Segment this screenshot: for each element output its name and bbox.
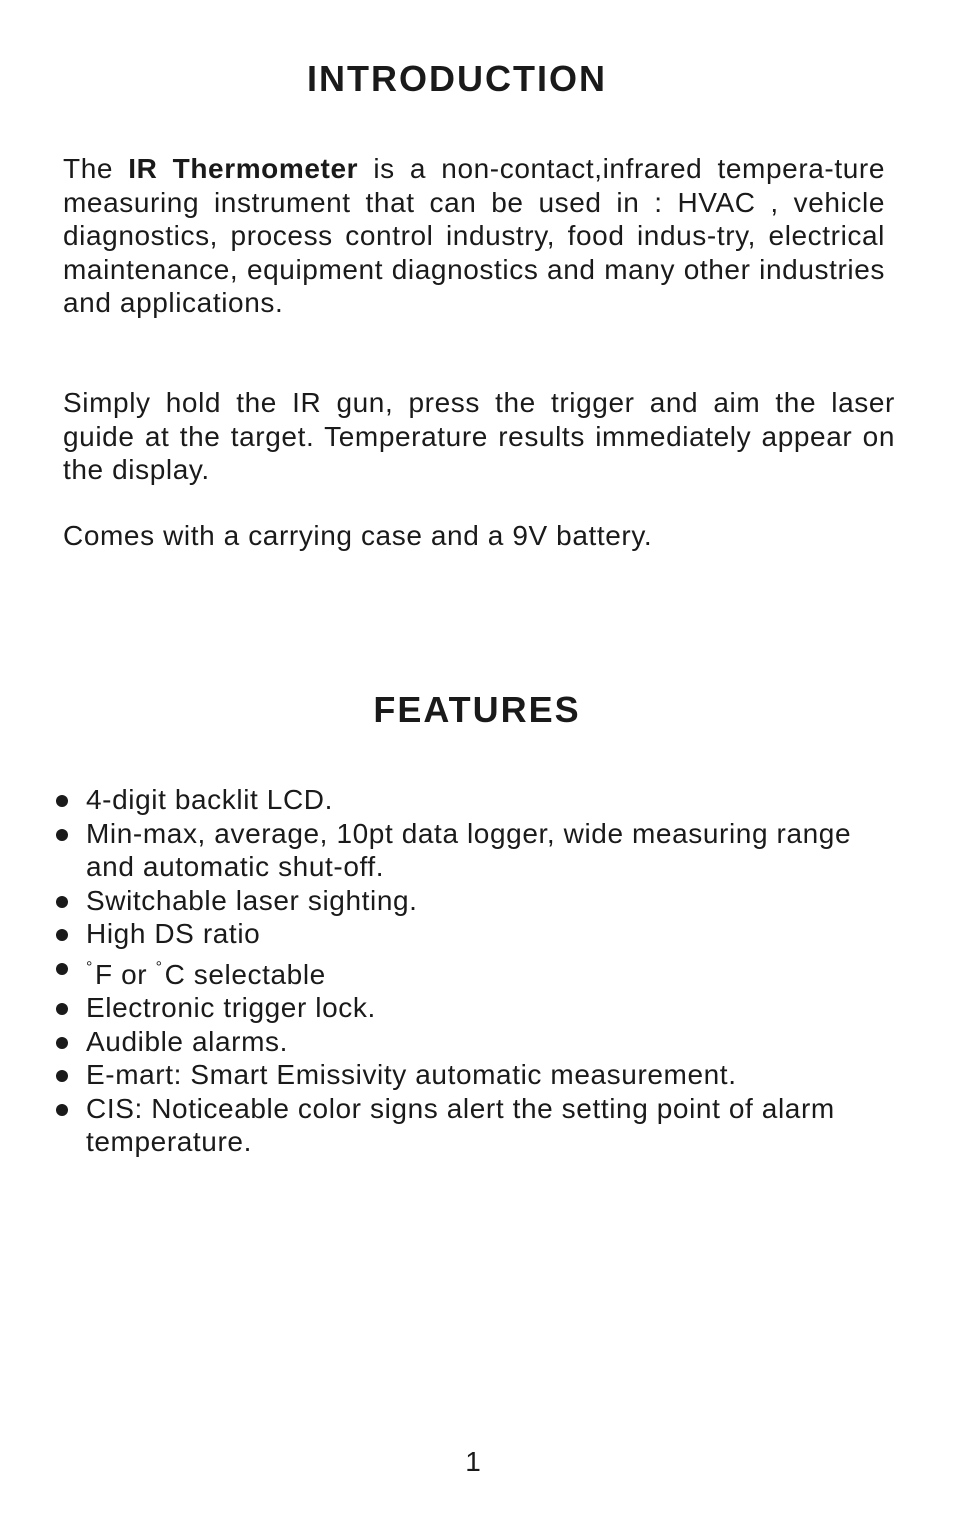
- intro-p1-lead: The: [63, 153, 129, 184]
- bullet-icon: [56, 929, 68, 941]
- feature-item: [54, 817, 874, 884]
- feature-text: Min-max, average, 10pt data logger, wide measuring range and automatic shut-off.: [86, 817, 852, 882]
- degree-symbol: °: [155, 958, 163, 976]
- bullet-icon: [56, 1037, 68, 1049]
- feature-item: [54, 951, 874, 992]
- bullet-icon: [56, 829, 68, 841]
- page-number: 1: [465, 1446, 481, 1477]
- bullet-icon: [56, 963, 68, 975]
- degree-symbol: °: [86, 958, 93, 976]
- feature-text: 4-digit backlit LCD.: [86, 784, 333, 815]
- feature-item: [54, 884, 874, 918]
- intro-paragraph-3: Comes with a carrying case and a 9V battery.: [63, 520, 653, 551]
- feature-item: [54, 1025, 874, 1059]
- features-heading: FEATURES: [373, 689, 581, 730]
- bullet-icon: [56, 795, 68, 807]
- bullet-icon: [56, 896, 68, 908]
- introduction-heading: INTRODUCTION: [307, 58, 607, 99]
- celsius-label: C selectable: [164, 958, 326, 990]
- intro-paragraph-1: [63, 152, 885, 320]
- feature-text: Audible alarms.: [86, 1025, 288, 1057]
- bullet-icon: [56, 1003, 68, 1015]
- feature-text: [86, 959, 326, 990]
- feature-text: CIS: Noticeable color signs alert the setting point of alarm temperature.: [86, 1092, 835, 1157]
- feature-text: High DS ratio: [86, 918, 261, 949]
- features-list: [54, 783, 874, 1159]
- feature-text: Switchable laser sighting.: [86, 884, 418, 916]
- feature-item: [54, 917, 874, 951]
- feature-item: [54, 1058, 874, 1092]
- intro-paragraph-2: Simply hold the IR gun, press the trigger and aim the laser guide at the target. Temperature results immediately appear on the display.: [63, 387, 895, 485]
- intro-p1-rest: is a non-contact,infrared tempera-ture measuring instrument that can be used in : HVAC , vehicle diagnostics, process control industry, food indus-try, electrical maintenance, equipment diagnostics and many other industries and applications.: [63, 153, 885, 318]
- fahrenheit-label: F or: [95, 958, 156, 990]
- feature-item: [54, 1092, 874, 1159]
- product-name: IR Thermometer: [128, 153, 359, 184]
- feature-text: E-mart: Smart Emissivity automatic measurement.: [86, 1059, 737, 1090]
- bullet-icon: [56, 1104, 68, 1116]
- feature-item: [54, 991, 874, 1025]
- bullet-icon: [56, 1070, 68, 1082]
- feature-text: Electronic trigger lock.: [86, 992, 376, 1023]
- feature-item: [54, 783, 874, 817]
